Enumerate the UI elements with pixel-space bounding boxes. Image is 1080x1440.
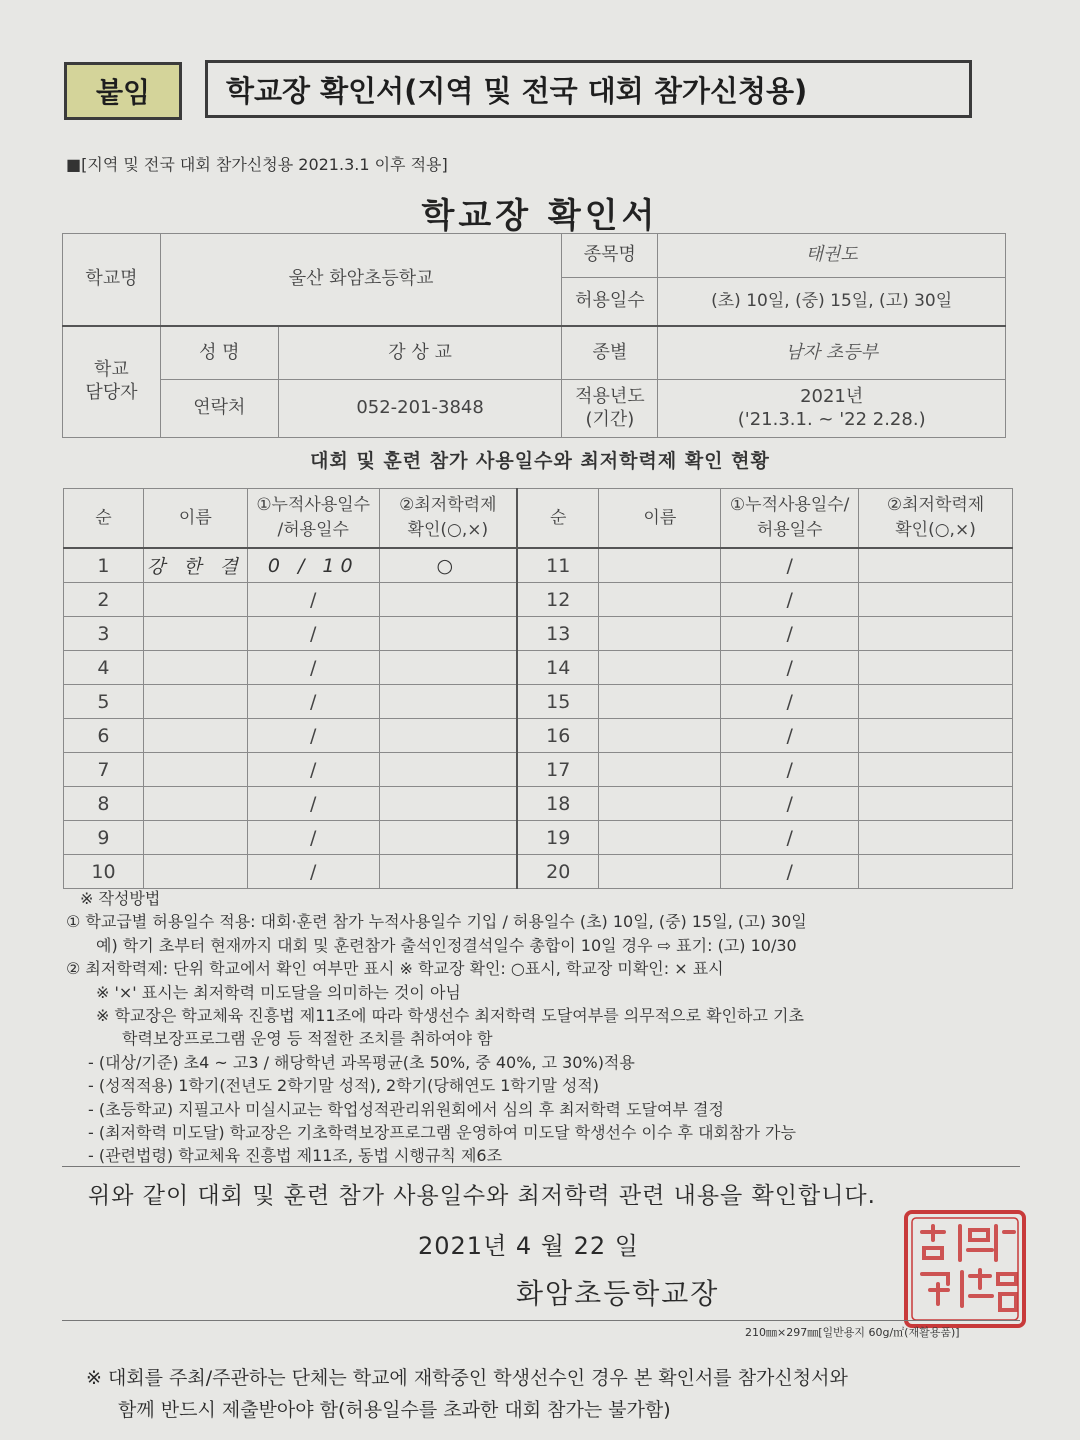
roster-cell-name [143,685,247,719]
footer-line: 함께 반드시 제출받아야 함(허용일수를 초과한 대회 참가는 불가함) [118,1399,671,1421]
roster-header: ①누적사용일수/ 허용일수 [721,489,859,549]
roster-header: ②최저학력제 확인(○,×) [379,489,517,549]
roster-cell-no: 5 [64,685,144,719]
info-table [62,233,1006,438]
roster-cell-name [143,719,247,753]
roster-section-title: 대회 및 훈련 참가 사용일수와 최저학력제 확인 현황 [310,450,770,472]
roster-cell-days2: / [721,583,859,617]
roster-cell-no2: 17 [517,753,599,787]
roster-cell-name [143,753,247,787]
manager-label: 학교 담당자 [63,326,161,438]
roster-cell-days: / [247,753,379,787]
roster-cell-check [379,753,517,787]
allowed-days-value: (초) 10일, (중) 15일, (고) 30일 [658,278,1006,326]
school-label: 학교명 [63,234,161,326]
roster-cell-name2 [599,787,721,821]
roster-cell-days: / [247,719,379,753]
table-row [64,821,1013,855]
roster-cell-days2: / [721,753,859,787]
roster-cell-check [379,855,517,889]
roster-cell-name2 [599,685,721,719]
roster-cell-no: 2 [64,583,144,617]
roster-cell-days2: / [721,719,859,753]
divider [62,1320,1020,1321]
method-line: - (관련법령) 학교체육 진흥법 제11조, 동법 시행규칙 제6조 [88,1146,503,1166]
official-seal-icon [900,1204,1030,1334]
method-line: - (성적적용) 1학기(전년도 2학기말 성적), 2학기(당해연도 1학기말 성적) [88,1076,600,1096]
roster-cell-no2: 14 [517,651,599,685]
roster-cell-name [143,855,247,889]
roster-cell-no: 9 [64,821,144,855]
method-line: - (초등학교) 지필고사 미실시교는 학업성적관리위원회에서 심의 후 최저학력 도달여부 결정 [88,1099,724,1119]
roster-cell-name2 [599,548,721,583]
year-label: 적용년도 (기간) [562,380,658,438]
table-row [64,685,1013,719]
name-label: 성 명 [160,326,278,380]
method-line: ① 학교급별 허용일수 적용: 대회·훈련 참가 누적사용일수 기입 / 허용일수 (초) 10일, (중) 15일, (고) 30일 [66,912,807,932]
roster-cell-name: 강 한 결 [143,548,247,583]
roster-cell-check2 [859,719,1013,753]
roster-cell-no2: 15 [517,685,599,719]
roster-cell-check2 [859,753,1013,787]
roster-cell-days: / [247,651,379,685]
roster-cell-days: / [247,821,379,855]
roster-cell-days: / [247,685,379,719]
roster-cell-no2: 12 [517,583,599,617]
roster-cell-check2 [859,855,1013,889]
contact-value: 052-201-3848 [278,380,562,438]
roster-cell-check2 [859,651,1013,685]
roster-cell-no2: 19 [517,821,599,855]
issue-date: 2021년 4 월 22 일 [418,1232,639,1260]
roster-cell-check [379,719,517,753]
roster-cell-days: / [247,583,379,617]
divider [62,1166,1020,1167]
writing-method [66,887,1026,1168]
paper-size-note: 210㎜×297㎜[일반용지 60g/㎡(재활용품)] [745,1326,960,1339]
roster-cell-name [143,821,247,855]
event-label: 종목명 [562,234,658,278]
category-label: 종별 [562,326,658,380]
roster-cell-no2: 11 [517,548,599,583]
event-value: 태권도 [658,234,1006,278]
roster-cell-name2 [599,855,721,889]
name-value: 강 상 교 [278,326,562,380]
table-row [64,787,1013,821]
table-row [64,855,1013,889]
roster-cell-days: 0 / 10 [247,548,379,583]
roster-cell-name2 [599,651,721,685]
roster-cell-name [143,651,247,685]
roster-cell-check2 [859,821,1013,855]
method-line: ② 최저학력제: 단위 학교에서 확인 여부만 표시 ※ 학교장 확인: ○표시, 학교장 미확인: × 표시 [66,959,724,979]
roster-header: ②최저학력제 확인(○,×) [859,489,1013,549]
method-line: ※ '×' 표시는 최저학력 미도달을 의미하는 것이 아님 [96,982,461,1002]
table-row [64,651,1013,685]
header-title: 학교장 확인서(지역 및 전국 대회 참가신청용) [205,60,972,118]
roster-cell-no: 8 [64,787,144,821]
roster-cell-check [379,617,517,651]
table-row [64,548,1013,583]
footer-note [86,1362,848,1426]
table-row [64,583,1013,617]
contact-label: 연락처 [160,380,278,438]
method-line: ※ 학교장은 학교체육 진흥법 제11조에 따라 학생선수 최저학력 도달여부를 의무적으로 확인하고 기초 [96,1006,804,1026]
footer-line: ※ 대회를 주최/주관하는 단체는 학교에 재학중인 학생선수인 경우 본 확인서를 참가신청서와 [86,1367,848,1389]
roster-cell-name2 [599,617,721,651]
method-line: - (최저학력 미도달) 학교장은 기초학력보장프로그램 운영하여 미도달 학생선수 이수 후 대회참가 가능 [88,1123,796,1143]
roster-table [63,488,1013,889]
roster-header: 이름 [599,489,721,549]
roster-cell-no: 4 [64,651,144,685]
roster-cell-name2 [599,583,721,617]
method-title: ※ 작성방법 [80,889,161,908]
roster-cell-no2: 13 [517,617,599,651]
table-row [64,719,1013,753]
roster-cell-no2: 16 [517,719,599,753]
applicability-note: ■[지역 및 전국 대회 참가신청용 2021.3.1 이후 적용] [66,155,448,174]
roster-cell-days: / [247,855,379,889]
roster-cell-days2: / [721,855,859,889]
roster-header: 순 [64,489,144,549]
roster-cell-name [143,583,247,617]
roster-cell-days: / [247,787,379,821]
roster-cell-check [379,583,517,617]
roster-cell-no2: 18 [517,787,599,821]
roster-cell-check: ○ [379,548,517,583]
school-value: 울산 화암초등학교 [160,234,562,326]
roster-cell-check [379,821,517,855]
roster-cell-check2 [859,787,1013,821]
roster-cell-days: / [247,617,379,651]
year-value: 2021년 [800,386,864,407]
table-row [64,753,1013,787]
roster-cell-no: 1 [64,548,144,583]
roster-cell-check2 [859,583,1013,617]
confirmation-statement: 위와 같이 대회 및 훈련 참가 사용일수와 최저학력 관련 내용을 확인합니다. [88,1183,876,1209]
method-line: - (대상/기준) 초4 ~ 고3 / 해당학년 과목평균(초 50%, 중 40%, 고 30%)적용 [88,1052,635,1072]
method-line: 예) 학기 초부터 현재까지 대회 및 훈련참가 출석인정결석일수 총합이 10일 경우 ⇨ 표기: (고) 10/30 [96,935,797,955]
roster-cell-check2 [859,685,1013,719]
roster-header: 이름 [143,489,247,549]
roster-cell-days2: / [721,787,859,821]
attachment-tag: 붙임 [64,62,182,120]
roster-cell-days2: / [721,651,859,685]
roster-cell-days2: / [721,617,859,651]
table-row [64,617,1013,651]
roster-cell-check2 [859,617,1013,651]
roster-cell-name2 [599,753,721,787]
roster-cell-days2: / [721,821,859,855]
principal-title: 화암초등학교장 [516,1277,720,1310]
roster-header: ①누적사용일수 /허용일수 [247,489,379,549]
roster-cell-name [143,787,247,821]
roster-cell-check [379,685,517,719]
year-cell [658,380,1006,438]
roster-header: 순 [517,489,599,549]
roster-cell-no: 7 [64,753,144,787]
roster-cell-no: 10 [64,855,144,889]
document-title: 학교장 확인서 [421,196,659,236]
roster-cell-days2: / [721,548,859,583]
roster-cell-no2: 20 [517,855,599,889]
roster-cell-check [379,651,517,685]
roster-cell-days2: / [721,685,859,719]
method-line: 학력보장프로그램 운영 등 적절한 조치를 취하여야 함 [122,1029,493,1049]
roster-cell-check2 [859,548,1013,583]
roster-cell-no: 3 [64,617,144,651]
roster-cell-name2 [599,821,721,855]
roster-cell-check [379,787,517,821]
period-value: ('21.3.1. ~ '22 2.28.) [737,408,926,430]
roster-cell-no: 6 [64,719,144,753]
allowed-days-label: 허용일수 [562,278,658,326]
category-value: 남자 초등부 [658,326,1006,380]
roster-cell-name [143,617,247,651]
roster-cell-name2 [599,719,721,753]
